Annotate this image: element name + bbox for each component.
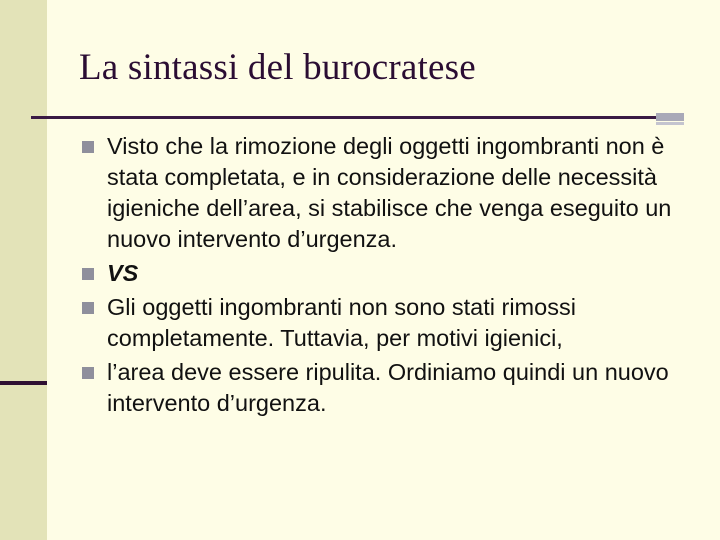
bullet-text: l’area deve essere ripulita. Ordiniamo quindi un nuovo intervento d’urgenza. [107,359,669,416]
square-bullet-icon [82,268,94,280]
left-decorative-band [0,0,47,540]
bullet-item [82,131,682,255]
bullet-item [82,357,682,419]
title-divider-end-block [656,113,684,121]
bullet-text: Gli oggetti ingombranti non sono stati rimossi completamente. Tuttavia, per motivi igienici, [107,294,576,351]
bullet-list [82,131,682,422]
square-bullet-icon [82,302,94,314]
title-divider-end-line [656,122,684,125]
bullet-text-vs: VS [107,260,139,286]
title-divider [31,116,656,119]
bullet-item [82,258,682,289]
square-bullet-icon [82,367,94,379]
slide-title: La sintassi del burocratese [79,47,476,88]
bullet-text: Visto che la rimozione degli oggetti ingombranti non è stata completata, e in considerazione delle necessità igieniche dell’area, si stabilisce che venga eseguito un nuovo intervento d’urgenza. [107,133,672,252]
bullet-item [82,292,682,354]
left-accent-bar [0,381,47,385]
square-bullet-icon [82,141,94,153]
